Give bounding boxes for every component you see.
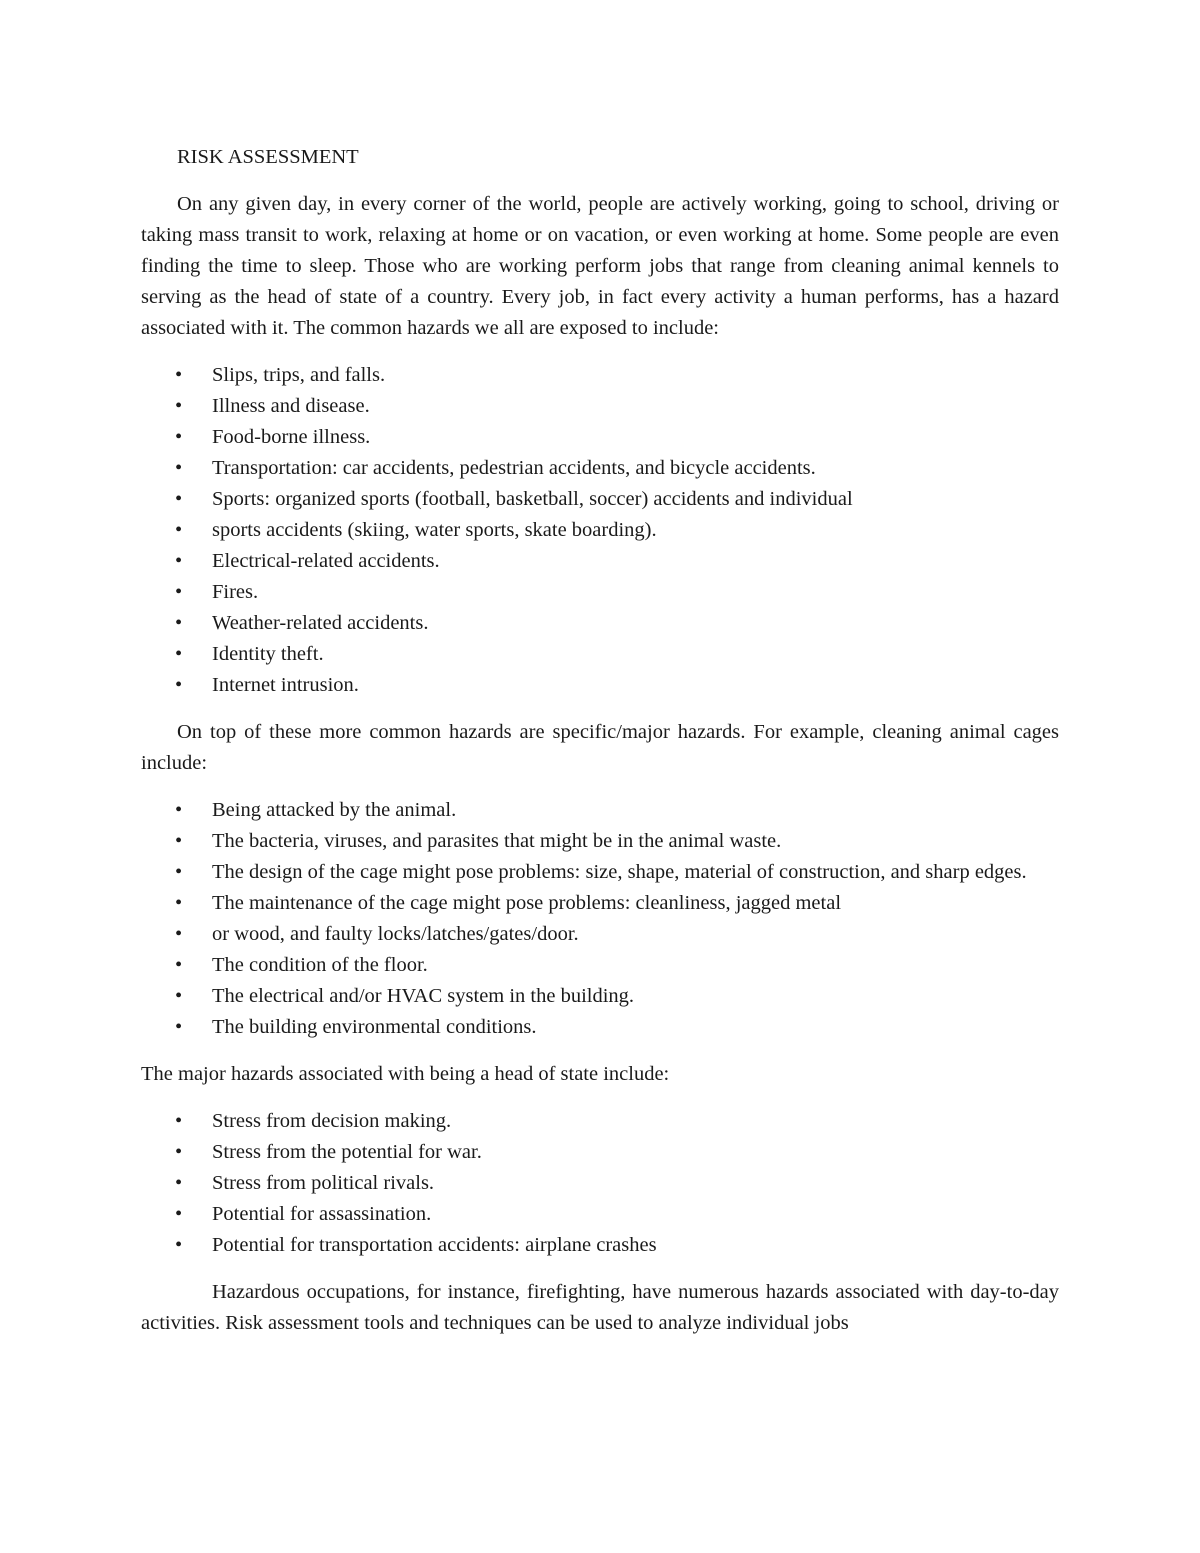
list-item: • Stress from the potential for war.: [141, 1137, 1059, 1168]
bullet-icon: •: [175, 488, 183, 510]
bullet-icon: •: [175, 395, 183, 417]
list-item: • Sports: organized sports (football, basketball, soccer) accidents and individual: [141, 484, 1059, 515]
list-item: • The design of the cage might pose problems: size, shape, material of construction, and sharp edges.: [141, 857, 1059, 888]
intro-paragraph: On any given day, in every corner of the world, people are actively working, going to school, driving or taking mass transit to work, relaxing at home or on vacation, or even working at home. Some people are even finding the time to sleep. Those who are working perform jobs that range from cleaning animal kennels to serving as the head of state of a country. Every job, in fact every activity a human performs, has a hazard associated with it. The common hazards we all are exposed to include:: [141, 193, 1059, 339]
bullet-icon: •: [175, 519, 183, 541]
list-item: • sports accidents (skiing, water sports, skate boarding).: [141, 515, 1059, 546]
bullet-icon: •: [175, 457, 183, 479]
bullet-icon: •: [175, 954, 183, 976]
list-item: • Slips, trips, and falls.: [141, 360, 1059, 391]
list-item: • The condition of the floor.: [141, 950, 1059, 981]
specific-hazards-paragraph: On top of these more common hazards are specific/major hazards. For example, cleaning animal cages include:: [141, 721, 1059, 774]
bullet-icon: •: [175, 581, 183, 603]
list-item: • Stress from political rivals.: [141, 1168, 1059, 1199]
list-item: • Potential for transportation accidents: airplane crashes: [141, 1230, 1059, 1261]
bullet-icon: •: [175, 674, 183, 696]
bullet-icon: •: [175, 612, 183, 634]
bullet-icon: •: [175, 861, 183, 883]
bullet-icon: •: [175, 1203, 183, 1225]
list-item: • or wood, and faulty locks/latches/gates/door.: [141, 919, 1059, 950]
bullet-icon: •: [175, 550, 183, 572]
closing-paragraph: Hazardous occupations, for instance, firefighting, have numerous hazards associated with day-to-day activities. Risk assessment tools and techniques can be used to analyze individual jobs: [141, 1281, 1059, 1334]
list-item: • The building environmental conditions.: [141, 1012, 1059, 1043]
list-item: • Weather-related accidents.: [141, 608, 1059, 639]
list-item: • Transportation: car accidents, pedestrian accidents, and bicycle accidents.: [141, 453, 1059, 484]
bullet-icon: •: [175, 643, 183, 665]
bullet-icon: •: [175, 1172, 183, 1194]
bullet-icon: •: [175, 1110, 183, 1132]
list-item: • Potential for assassination.: [141, 1199, 1059, 1230]
list-item: • Internet intrusion.: [141, 670, 1059, 701]
common-hazards-list: [141, 360, 1059, 701]
list-item: • Stress from decision making.: [141, 1106, 1059, 1137]
list-item: • The bacteria, viruses, and parasites that might be in the animal waste.: [141, 826, 1059, 857]
bullet-icon: •: [175, 923, 183, 945]
bullet-icon: •: [175, 985, 183, 1007]
list-item: • Food-borne illness.: [141, 422, 1059, 453]
list-item: • The electrical and/or HVAC system in the building.: [141, 981, 1059, 1012]
bullet-icon: •: [175, 1234, 183, 1256]
bullet-icon: •: [175, 1141, 183, 1163]
bullet-icon: •: [175, 364, 183, 386]
animal-cage-hazards-list: [141, 795, 1059, 1043]
bullet-icon: •: [175, 830, 183, 852]
bullet-icon: •: [175, 1016, 183, 1038]
bullet-icon: •: [175, 892, 183, 914]
list-item: • Being attacked by the animal.: [141, 795, 1059, 826]
bullet-icon: •: [175, 426, 183, 448]
list-item: • Electrical-related accidents.: [141, 546, 1059, 577]
head-of-state-paragraph: The major hazards associated with being a head of state include:: [141, 1063, 670, 1085]
list-item: • Fires.: [141, 577, 1059, 608]
page-title: RISK ASSESSMENT: [177, 146, 359, 168]
list-item: • Identity theft.: [141, 639, 1059, 670]
bullet-icon: •: [175, 799, 183, 821]
list-item: • Illness and disease.: [141, 391, 1059, 422]
list-item: • The maintenance of the cage might pose problems: cleanliness, jagged metal: [141, 888, 1059, 919]
head-of-state-hazards-list: [141, 1106, 1059, 1261]
